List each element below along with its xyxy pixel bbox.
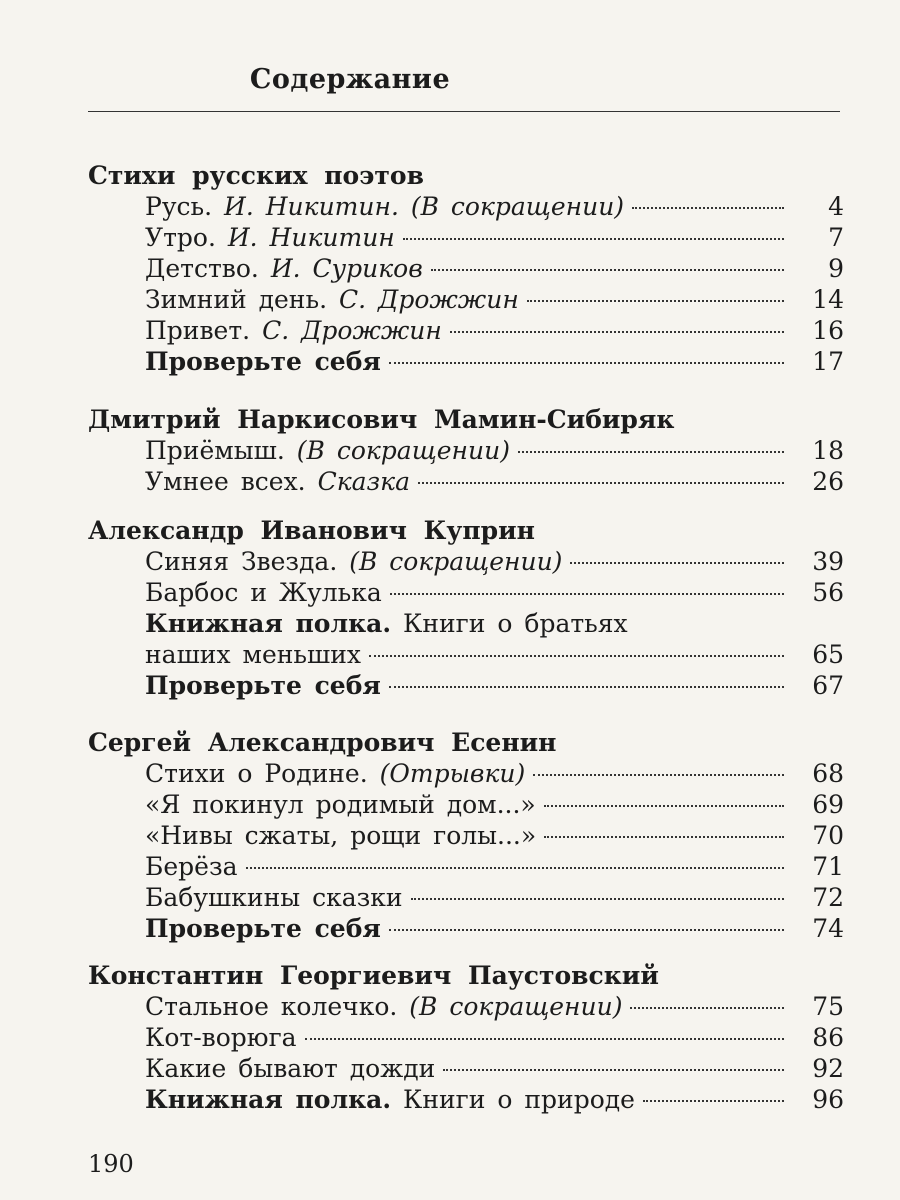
dot-leader: [389, 686, 784, 688]
dot-leader: [443, 1069, 784, 1071]
entry-title: [145, 851, 238, 882]
entry-text-part: Проверьте себя: [145, 347, 381, 376]
entry-text-part: Книги о природе: [391, 1085, 635, 1114]
toc-entry[interactable]: [88, 882, 844, 913]
entry-title: [145, 191, 624, 222]
toc-section: [88, 404, 848, 497]
entry-title: [145, 670, 381, 701]
toc-entry[interactable]: [88, 315, 844, 346]
toc-entry[interactable]: [88, 639, 844, 670]
dot-leader: [632, 207, 784, 209]
toc-entry[interactable]: [88, 546, 844, 577]
page-number: 190: [88, 1150, 134, 1178]
entry-text-part: «Нивы сжаты, рощи голы...»: [145, 821, 537, 850]
entry-page-number: 16: [812, 316, 844, 345]
entry-page-number: 72: [812, 883, 844, 912]
entry-title: [145, 346, 381, 377]
entry-page-number: 39: [812, 547, 844, 576]
toc-section: [88, 960, 848, 1115]
entry-title: [145, 758, 525, 789]
dot-leader: [450, 331, 784, 333]
dot-leader: [390, 593, 784, 595]
entry-text-part: Кот-ворюга: [145, 1023, 297, 1052]
entry-text-part: Сказка: [317, 467, 411, 496]
entry-text-part: (Отрывки): [379, 759, 526, 788]
dot-leader: [630, 1007, 784, 1009]
entry-title: [145, 789, 536, 820]
entry-text-part: Стальное колечко.: [145, 992, 410, 1021]
dot-leader: [570, 562, 784, 564]
entry-title: [145, 284, 519, 315]
entry-title: [145, 222, 395, 253]
toc-entry[interactable]: [88, 851, 844, 882]
section-title: Александр Иванович Куприн: [88, 516, 535, 545]
entry-text-part: Русь.: [145, 192, 225, 221]
toc-entry[interactable]: [88, 253, 844, 284]
section-title: Константин Георгиевич Паустовский: [88, 961, 659, 990]
entry-text-part: И. Никитин: [227, 223, 395, 252]
entry-text-part: Проверьте себя: [145, 671, 381, 700]
dot-leader: [305, 1038, 784, 1040]
entry-text-part: С. Дрожжин: [262, 316, 442, 345]
dot-leader: [518, 451, 784, 453]
dot-leader: [389, 929, 784, 931]
toc-section: [88, 727, 848, 944]
toc-entry[interactable]: [88, 1053, 844, 1084]
entry-page-number: 17: [812, 347, 844, 376]
entry-text-part: Утро.: [145, 223, 228, 252]
entry-text-part: И. Никитин. (В сокращении): [224, 192, 625, 221]
entry-text-part: С. Дрожжин: [338, 285, 519, 314]
dot-leader: [527, 300, 784, 302]
entry-text-part: И. Суриков: [270, 254, 423, 283]
toc-entry[interactable]: [88, 191, 844, 222]
entry-page-number: 86: [812, 1023, 844, 1052]
toc-entry[interactable]: [88, 608, 844, 639]
entry-text-part: Проверьте себя: [145, 914, 381, 943]
dot-leader: [431, 269, 784, 271]
toc-entry[interactable]: [88, 466, 844, 497]
dot-leader: [533, 774, 784, 776]
toc-entry[interactable]: [88, 758, 844, 789]
dot-leader: [544, 805, 784, 807]
entry-text-part: (В сокращении): [349, 547, 563, 576]
entry-text-part: Привет.: [145, 316, 263, 345]
entry-title: [145, 253, 423, 284]
toc-section: [88, 160, 848, 377]
entry-title: [145, 608, 628, 639]
toc-entry[interactable]: [88, 346, 844, 377]
entry-page-number: 69: [812, 790, 844, 819]
entry-page-number: 26: [812, 467, 844, 496]
dot-leader: [411, 898, 784, 900]
entry-page-number: 9: [828, 254, 844, 283]
dot-leader: [403, 238, 784, 240]
entry-title: [145, 546, 562, 577]
toc-section: [88, 515, 848, 701]
toc-entry[interactable]: [88, 820, 844, 851]
entry-text-part: (В сокращении): [409, 992, 623, 1021]
entry-title: [145, 1084, 635, 1115]
entry-text-part: Детство.: [145, 254, 271, 283]
dot-leader: [246, 867, 784, 869]
entry-title: [145, 577, 382, 608]
dot-leader: [389, 362, 784, 364]
entry-title: [145, 639, 361, 670]
toc-entry[interactable]: [88, 222, 844, 253]
section-title: Сергей Александрович Есенин: [88, 728, 557, 757]
page-title: Содержание: [249, 64, 451, 95]
entry-text-part: Книжная полка.: [145, 1085, 392, 1114]
entry-text-part: Какие бывают дожди: [145, 1054, 436, 1083]
entry-title: [145, 820, 536, 851]
section-title: Стихи русских поэтов: [88, 161, 424, 190]
toc-entry[interactable]: [88, 789, 844, 820]
entry-title: [145, 315, 442, 346]
toc-entry[interactable]: [88, 913, 844, 944]
toc-entry[interactable]: [88, 284, 844, 315]
entry-title: [145, 466, 410, 497]
dot-leader: [544, 836, 784, 838]
entry-page-number: 68: [812, 759, 844, 788]
toc-entry[interactable]: [88, 435, 844, 466]
entry-page-number: 56: [812, 578, 844, 607]
dot-leader: [643, 1100, 784, 1102]
entry-text-part: (В сокращении): [296, 436, 510, 465]
entry-page-number: 75: [812, 992, 844, 1021]
toc-entry[interactable]: [88, 991, 844, 1022]
dot-leader: [418, 482, 784, 484]
entry-title: [145, 991, 622, 1022]
entry-title: [145, 1053, 435, 1084]
entry-text-part: Берёза: [145, 852, 238, 881]
entry-page-number: 65: [812, 640, 844, 669]
entry-page-number: 18: [812, 436, 844, 465]
entry-text-part: «Я покинул родимый дом...»: [145, 790, 536, 819]
toc-entry[interactable]: [88, 1084, 844, 1115]
entry-text-part: Книги о братьях: [391, 609, 628, 638]
entry-page-number: 14: [812, 285, 844, 314]
section-title: Дмитрий Наркисович Мамин-Сибиряк: [88, 405, 675, 434]
entry-page-number: 7: [828, 223, 844, 252]
entry-text-part: Зимний день.: [145, 285, 339, 314]
entry-text-part: Синяя Звезда.: [145, 547, 350, 576]
entry-page-number: 71: [812, 852, 844, 881]
entry-text-part: Бабушкины сказки: [145, 883, 403, 912]
entry-page-number: 70: [812, 821, 844, 850]
entry-title: [145, 882, 403, 913]
entry-page-number: 4: [828, 192, 844, 221]
entry-text-part: Книжная полка.: [145, 609, 392, 638]
entry-page-number: 74: [812, 914, 844, 943]
toc-entry[interactable]: [88, 670, 844, 701]
entry-text-part: Приёмыш.: [145, 436, 297, 465]
entry-title: [145, 435, 510, 466]
toc-entry[interactable]: [88, 577, 844, 608]
entry-title: [145, 1022, 297, 1053]
entry-text-part: Барбос и Жулька: [145, 578, 382, 607]
entry-page-number: 67: [812, 671, 844, 700]
dot-leader: [369, 655, 784, 657]
entry-page-number: 92: [812, 1054, 844, 1083]
toc-entry[interactable]: [88, 1022, 844, 1053]
entry-text-part: Умнее всех.: [145, 467, 318, 496]
entry-text-part: наших меньших: [145, 640, 362, 669]
entry-title: [145, 913, 381, 944]
entry-page-number: 96: [812, 1085, 844, 1114]
entry-text-part: Стихи о Родине.: [145, 759, 380, 788]
